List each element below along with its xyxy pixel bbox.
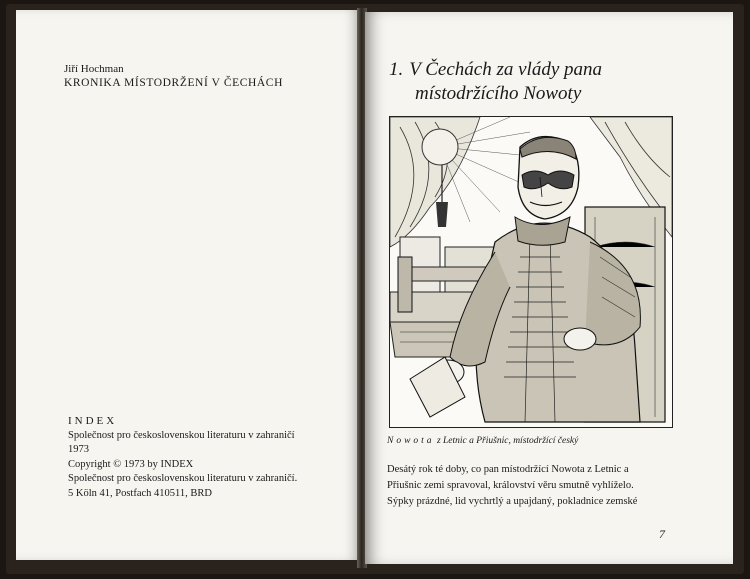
book-title: KRONIKA MÍSTODRŽENÍ V ČECHÁCH (64, 77, 283, 89)
imprint-line: Společnost pro československou literaturu v zahraničí (68, 429, 295, 441)
imprint-line: 5 Köln 41, Postfach 410511, BRD (68, 487, 212, 499)
chapter-number: 1. (389, 59, 404, 80)
chapter-heading (389, 58, 602, 106)
chapter-title-line2: místodržícího Nowoty (415, 83, 582, 104)
author-name: Jiří Hochman (64, 63, 124, 75)
body-line: Desátý rok té doby, co pan místodržící Nowota z Letnic a (387, 464, 629, 475)
imprint-line: Copyright © 1973 by INDEX (68, 458, 194, 470)
publisher-name: INDEX (68, 415, 118, 427)
body-line: Sýpky prázdné, lid vychrtlý a upajdaný, pokladnice zemské (387, 496, 638, 507)
chapter-body (387, 462, 693, 510)
left-page (16, 10, 360, 560)
caption-text: z Letnic a Přiušnic, místodržící český (436, 436, 579, 446)
title-block (64, 62, 283, 90)
caption-name: Nowota (387, 436, 435, 446)
imprint-line: 1973 (68, 444, 89, 455)
chapter-title-line1: V Čechách za vlády pana (409, 59, 603, 80)
page-number: 7 (659, 527, 665, 541)
body-line: Přiušnic zemi spravoval, království věru smutně vyhlíželo. (387, 480, 634, 491)
right-page (365, 12, 733, 564)
portrait-illustration (389, 116, 673, 428)
imprint-line: Společnost pro československou literaturu v zahraničí. (68, 473, 298, 484)
governor-portrait-drawing (390, 117, 672, 427)
illustration-caption (387, 436, 687, 446)
imprint-block (68, 414, 297, 501)
